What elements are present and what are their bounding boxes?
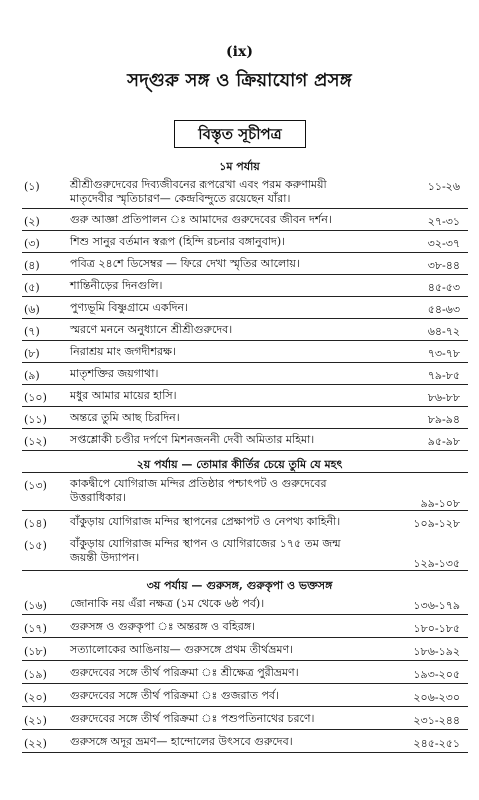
entry-number: (৩) bbox=[24, 237, 40, 250]
entry-title: শান্তিনীড়ের দিনগুলি। bbox=[70, 279, 163, 292]
row-divider bbox=[22, 683, 468, 684]
row-divider bbox=[22, 384, 468, 385]
entry-pages: ১০৯-১২৮ bbox=[413, 517, 460, 530]
entry-title: শিশু সানুর বর্তমান স্বরূপ (হিন্দি রচনার বঙ্গানুবাদ)। bbox=[70, 235, 286, 248]
entry-number: (২২) bbox=[24, 737, 47, 750]
entry-title: কাকদ্বীপে যোগিরাজ মন্দির প্রতিষ্ঠার পশ্চাৎপট ও গুরুদেবের উত্তরাধিকার। bbox=[70, 477, 327, 504]
entry-number: (১৪) bbox=[24, 517, 47, 530]
entry-title: সত্যালোকের আঙিনায়— গুরুসঙ্গে প্রথম তীর্থভ্রমণ। bbox=[70, 643, 294, 656]
entry-pages: ৪৫-৫৩ bbox=[427, 281, 460, 294]
page-number: (ix) bbox=[226, 44, 253, 60]
entry-pages: ৮৬-৮৮ bbox=[427, 391, 460, 404]
entry-pages: ৬৪-৭২ bbox=[427, 325, 460, 338]
entry-pages: ২৩১-২৪৪ bbox=[413, 714, 460, 727]
entry-pages: ৯৫-৯৮ bbox=[427, 435, 460, 448]
row-divider bbox=[22, 428, 468, 429]
toc-subtitle: বিস্তৃত সূচীপত্র bbox=[174, 120, 306, 148]
entry-pages: ৮৯-৯৪ bbox=[427, 413, 460, 426]
entry-number: (১৩) bbox=[24, 479, 47, 492]
row-divider bbox=[22, 752, 468, 753]
entry-pages: ১১-২৬ bbox=[427, 180, 460, 193]
entry-pages: ৩৮-৪৪ bbox=[427, 259, 460, 272]
row-divider bbox=[22, 450, 468, 451]
entry-number: (১১) bbox=[24, 413, 47, 426]
row-divider bbox=[22, 362, 468, 363]
entry-title: স্মরণে মননে অনুধ্যানে শ্রীশ্রীগুরুদেব। bbox=[70, 323, 233, 336]
row-divider bbox=[22, 706, 468, 707]
entry-number: (১) bbox=[24, 180, 40, 193]
row-divider bbox=[22, 510, 468, 511]
entry-title: গুরুদেবের সঙ্গে তীর্থ পরিক্রমা ঃ গুজরাত পর্ব। bbox=[70, 689, 279, 702]
entry-pages: ১২৯-১৩৫ bbox=[413, 557, 460, 570]
row-divider bbox=[22, 230, 468, 231]
entry-number: (২০) bbox=[24, 691, 47, 704]
entry-pages: ৩২-৩৭ bbox=[427, 237, 460, 250]
entry-number: (১৫) bbox=[24, 539, 47, 552]
entry-title: জোনাকি নয় এঁরা নক্ষত্র (১ম থেকে ৬ষ্ঠ পর্ব)। bbox=[70, 597, 265, 610]
entry-pages: ১৩৬-১৭৯ bbox=[413, 599, 460, 612]
section-heading-2: ২য় পর্যায় — তোমার কীর্তির চেয়ে তুমি যে মহৎ bbox=[136, 458, 343, 471]
entry-number: (১৭) bbox=[24, 622, 47, 635]
entry-pages: ৯৯-১০৮ bbox=[420, 497, 460, 510]
entry-number: (৯) bbox=[24, 369, 40, 382]
entry-number: (৭) bbox=[24, 325, 40, 338]
entry-title: মধুর আমার মায়ের হাসি। bbox=[70, 389, 177, 402]
entry-title: পুণ্যভূমি বিষ্ণুগ্রামে একদিন। bbox=[70, 301, 189, 314]
entry-title: নিরাশ্রয় মাং জগদীশরক্ষ। bbox=[70, 345, 176, 358]
row-divider bbox=[22, 274, 468, 275]
entry-title: গুরুসঙ্গে অদূর ভ্রমণ— হান্দোলের উৎসবে গুরুদেব। bbox=[70, 735, 293, 748]
entry-title: গুরুসঙ্গ ও গুরুকৃপা ঃ অন্তরঙ্গ ও বহিরঙ্গ। bbox=[70, 620, 255, 633]
entry-title: পবিত্র ২৪শে ডিসেম্বর — ফিরে দেখা স্মৃতির আলোয়। bbox=[70, 257, 300, 270]
section-heading-3: ৩য় পর্যায় — গুরুসঙ্গ, গুরুকৃপা ও ভক্তসঙ্গ bbox=[146, 579, 333, 592]
entry-number: (১২) bbox=[24, 435, 47, 448]
entry-number: (৫) bbox=[24, 281, 40, 294]
entry-pages: ২০৬-২৩০ bbox=[413, 691, 460, 704]
entry-number: (২) bbox=[24, 215, 40, 228]
entry-pages: ১৮০-১৮৫ bbox=[413, 622, 460, 635]
entry-pages: ২৪৫-২৫১ bbox=[413, 737, 460, 750]
row-divider bbox=[22, 318, 468, 319]
row-divider bbox=[22, 406, 468, 407]
entry-title: অন্তরে তুমি আছ চিরদিন। bbox=[70, 411, 180, 424]
entry-pages: ৭৩-৭৮ bbox=[427, 347, 460, 360]
row-divider bbox=[22, 252, 468, 253]
row-divider bbox=[22, 296, 468, 297]
row-divider bbox=[22, 614, 468, 615]
entry-title: শ্রীশ্রীগুরুদেবের দিব্যজীবনের রূপরেখা এবং পরম করুণাময়ী মাতৃদেবীর স্মৃতিচারণ— কেন্দ্রবিন্দুতে রয়েছেন যাঁরা। bbox=[70, 178, 327, 205]
row-divider bbox=[22, 472, 468, 473]
entry-number: (২১) bbox=[24, 714, 47, 727]
entry-pages: ৭৯-৮৫ bbox=[427, 369, 460, 382]
entry-pages: ১৯৩-২০৫ bbox=[413, 668, 460, 681]
entry-number: (১৮) bbox=[24, 645, 47, 658]
entry-number: (৬) bbox=[24, 303, 40, 316]
row-divider bbox=[22, 660, 468, 661]
entry-number: (১৯) bbox=[24, 668, 47, 681]
row-divider bbox=[22, 340, 468, 341]
section-heading-1: ১ম পর্যায় bbox=[219, 160, 260, 173]
entry-title: বাঁকুড়ায় যোগিরাজ মন্দির স্থাপন ও যোগিরাজের ১৭৫ তম জন্ম জয়ন্তী উদ্যাপন। bbox=[70, 537, 341, 564]
entry-title: গুরু আজ্ঞা প্রতিপালন ঃ আমাদের গুরুদেবের জীবন দর্শন। bbox=[70, 213, 332, 226]
entry-number: (১০) bbox=[24, 391, 47, 404]
entry-title: গুরুদেবের সঙ্গে তীর্থ পরিক্রমা ঃ পশুপতিনাথের চরণে। bbox=[70, 712, 315, 725]
entry-pages: ১৮৬-১৯২ bbox=[413, 645, 460, 658]
entry-title: সপ্তশ্লোকী চণ্ডীর দর্পণে মিশনজননী দেবী অমিতার মহিমা। bbox=[70, 433, 315, 446]
entry-pages: ২৭-৩১ bbox=[427, 215, 460, 228]
entry-title: মাতৃশক্তির জয়গাথা। bbox=[70, 367, 159, 380]
entry-number: (৪) bbox=[24, 259, 40, 272]
entry-title: বাঁকুড়ায় যোগিরাজ মন্দির স্থাপনের প্রেক্ষাপট ও নেপথ্য কাহিনী। bbox=[70, 515, 341, 528]
row-divider bbox=[22, 637, 468, 638]
row-divider bbox=[22, 208, 468, 209]
entry-number: (১৬) bbox=[24, 599, 47, 612]
page-title: সদ্‌গুরু সঙ্গ ও ক্রিয়াযোগ প্রসঙ্গ bbox=[127, 70, 352, 91]
entry-pages: ৫৪-৬৩ bbox=[427, 303, 460, 316]
row-divider bbox=[22, 570, 468, 571]
entry-number: (৮) bbox=[24, 347, 40, 360]
row-divider bbox=[22, 729, 468, 730]
entry-title: গুরুদেবের সঙ্গে তীর্থ পরিক্রমা ঃ শ্রীক্ষেত্র পুরীভ্রমণ। bbox=[70, 666, 299, 679]
